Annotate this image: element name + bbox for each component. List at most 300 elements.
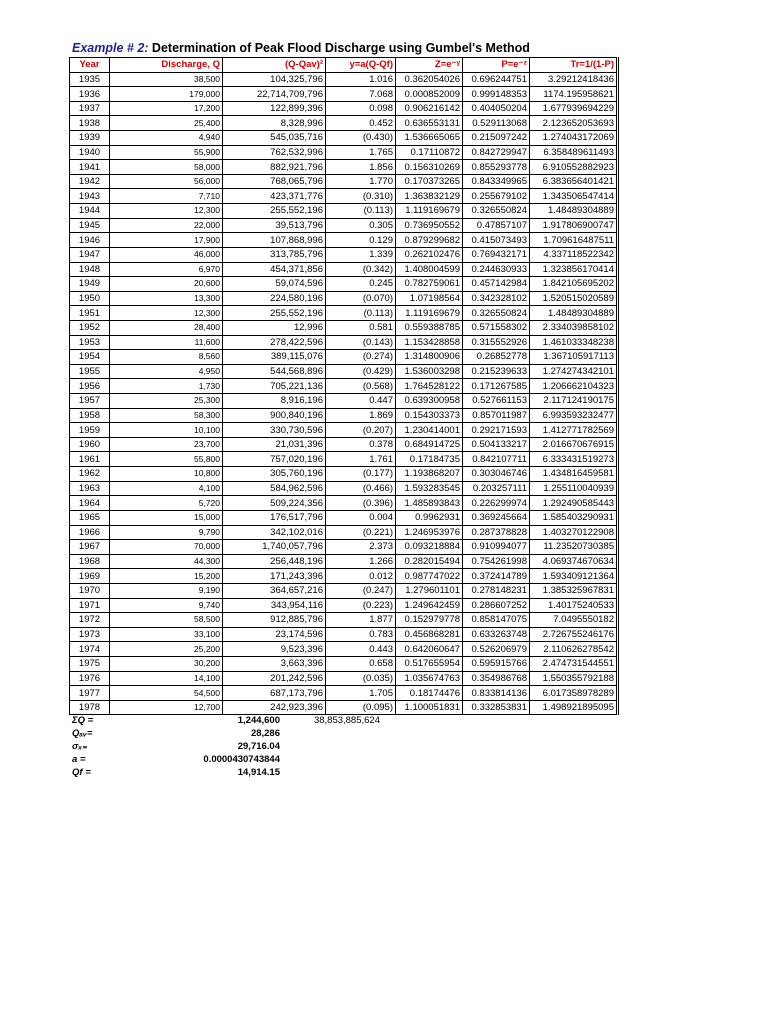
cell-probability: 0.415073493 bbox=[463, 233, 530, 248]
cell-z: 1.246953976 bbox=[396, 525, 463, 540]
cell-return-period: 1.434816459581 bbox=[530, 467, 618, 482]
cell-discharge: 58,300 bbox=[110, 408, 223, 423]
cell-probability: 0.833814136 bbox=[463, 686, 530, 701]
summary-row-a bbox=[69, 753, 382, 766]
cell-z: 1.193868207 bbox=[396, 467, 463, 482]
cell-year: 1948 bbox=[70, 262, 110, 277]
cell-discharge: 44,300 bbox=[110, 554, 223, 569]
qav-label: Qₐᵥ= bbox=[72, 728, 93, 739]
cell-probability: 0.255679102 bbox=[463, 189, 530, 204]
cell-reduced-variate: 1.705 bbox=[326, 686, 396, 701]
cell-return-period: 1.709616487511 bbox=[530, 233, 618, 248]
cell-deviation-squared: 9,523,396 bbox=[223, 642, 326, 657]
cell-discharge: 14,100 bbox=[110, 671, 223, 686]
header-deviation-squared: (Q-Qav)² bbox=[223, 58, 326, 73]
table-row bbox=[70, 437, 618, 452]
cell-probability: 0.47857107 bbox=[463, 218, 530, 233]
cell-reduced-variate: (0.207) bbox=[326, 423, 396, 438]
cell-year: 1957 bbox=[70, 394, 110, 409]
cell-z: 1.119169679 bbox=[396, 204, 463, 219]
cell-deviation-squared: 912,885,796 bbox=[223, 613, 326, 628]
cell-reduced-variate: 1.877 bbox=[326, 613, 396, 628]
title-text: Determination of Peak Flood Discharge using Gumbel's Method bbox=[151, 41, 530, 55]
cell-reduced-variate: (0.310) bbox=[326, 189, 396, 204]
cell-reduced-variate: (0.568) bbox=[326, 379, 396, 394]
table-row bbox=[70, 554, 618, 569]
cell-probability: 0.457142984 bbox=[463, 277, 530, 292]
cell-reduced-variate: (0.396) bbox=[326, 496, 396, 511]
cell-deviation-squared: 242,923,396 bbox=[223, 700, 326, 715]
cell-deviation-squared: 454,371,856 bbox=[223, 262, 326, 277]
header-z: Z=e⁻ʸ bbox=[396, 58, 463, 73]
cell-reduced-variate: (0.221) bbox=[326, 525, 396, 540]
cell-year: 1942 bbox=[70, 174, 110, 189]
cell-reduced-variate: 0.012 bbox=[326, 569, 396, 584]
cell-reduced-variate: (0.429) bbox=[326, 364, 396, 379]
table-row bbox=[70, 87, 618, 102]
cell-discharge: 6,970 bbox=[110, 262, 223, 277]
cell-discharge: 9,790 bbox=[110, 525, 223, 540]
cell-deviation-squared: 201,242,596 bbox=[223, 671, 326, 686]
cell-deviation-squared: 107,868,996 bbox=[223, 233, 326, 248]
cell-probability: 0.633263748 bbox=[463, 627, 530, 642]
cell-year: 1940 bbox=[70, 145, 110, 160]
cell-reduced-variate: 0.098 bbox=[326, 101, 396, 116]
cell-reduced-variate: 0.004 bbox=[326, 510, 396, 525]
cell-z: 1.153428858 bbox=[396, 335, 463, 350]
table-row bbox=[70, 656, 618, 671]
cell-reduced-variate: 1.016 bbox=[326, 72, 396, 87]
cell-reduced-variate: (0.177) bbox=[326, 467, 396, 482]
table-row bbox=[70, 291, 618, 306]
cell-return-period: 2.016670676915 bbox=[530, 437, 618, 452]
table-row bbox=[70, 364, 618, 379]
cell-reduced-variate: 7.068 bbox=[326, 87, 396, 102]
cell-probability: 0.326550824 bbox=[463, 306, 530, 321]
cell-discharge: 10,100 bbox=[110, 423, 223, 438]
cell-discharge: 17,200 bbox=[110, 101, 223, 116]
cell-z: 1.363832129 bbox=[396, 189, 463, 204]
cell-return-period: 6.333431519273 bbox=[530, 452, 618, 467]
cell-deviation-squared: 255,552,196 bbox=[223, 306, 326, 321]
cell-z: 0.642060647 bbox=[396, 642, 463, 657]
cell-deviation-squared: 882,921,796 bbox=[223, 160, 326, 175]
cell-deviation-squared: 545,035,716 bbox=[223, 131, 326, 146]
cell-reduced-variate: 0.129 bbox=[326, 233, 396, 248]
table-row bbox=[70, 598, 618, 613]
cell-year: 1965 bbox=[70, 510, 110, 525]
cell-return-period: 6.358489611493 bbox=[530, 145, 618, 160]
cell-discharge: 13,300 bbox=[110, 291, 223, 306]
cell-year: 1963 bbox=[70, 481, 110, 496]
cell-return-period: 6.383656401421 bbox=[530, 174, 618, 189]
cell-z: 1.485893843 bbox=[396, 496, 463, 511]
cell-return-period: 2.123652053693 bbox=[530, 116, 618, 131]
cell-deviation-squared: 313,785,796 bbox=[223, 247, 326, 262]
cell-deviation-squared: 171,243,396 bbox=[223, 569, 326, 584]
table-row bbox=[70, 583, 618, 598]
cell-discharge: 58,500 bbox=[110, 613, 223, 628]
cell-deviation-squared: 389,115,076 bbox=[223, 350, 326, 365]
summary-row-sum bbox=[69, 714, 382, 727]
cell-deviation-squared: 21,031,396 bbox=[223, 437, 326, 452]
cell-return-period: 1.48489304889 bbox=[530, 306, 618, 321]
cell-year: 1961 bbox=[70, 452, 110, 467]
cell-discharge: 4,100 bbox=[110, 481, 223, 496]
a-label: a = bbox=[72, 754, 86, 765]
sigma-label: σₓ₌ bbox=[72, 741, 88, 752]
cell-year: 1972 bbox=[70, 613, 110, 628]
cell-reduced-variate: 1.266 bbox=[326, 554, 396, 569]
cell-z: 0.152979778 bbox=[396, 613, 463, 628]
cell-reduced-variate: 0.447 bbox=[326, 394, 396, 409]
summary-row-qf bbox=[69, 766, 382, 779]
cell-probability: 0.215097242 bbox=[463, 131, 530, 146]
cell-reduced-variate: 0.245 bbox=[326, 277, 396, 292]
cell-z: 0.17110872 bbox=[396, 145, 463, 160]
cell-return-period: 1.40175240533 bbox=[530, 598, 618, 613]
cell-year: 1964 bbox=[70, 496, 110, 511]
cell-return-period: 2.334039858102 bbox=[530, 320, 618, 335]
cell-probability: 0.26852778 bbox=[463, 350, 530, 365]
cell-probability: 0.857011987 bbox=[463, 408, 530, 423]
cell-reduced-variate: 0.452 bbox=[326, 116, 396, 131]
cell-probability: 0.999148353 bbox=[463, 87, 530, 102]
header-probability: P=e⁻ᶻ bbox=[463, 58, 530, 73]
cell-deviation-squared: 544,568,896 bbox=[223, 364, 326, 379]
cell-z: 0.262102476 bbox=[396, 247, 463, 262]
cell-year: 1971 bbox=[70, 598, 110, 613]
cell-discharge: 17,900 bbox=[110, 233, 223, 248]
cell-return-period: 1.274274342101 bbox=[530, 364, 618, 379]
cell-probability: 0.504133217 bbox=[463, 437, 530, 452]
sum-q-value: 1,244,600 bbox=[237, 715, 280, 726]
cell-z: 1.408004599 bbox=[396, 262, 463, 277]
header-reduced-variate: y=a(Q-Qf) bbox=[326, 58, 396, 73]
cell-discharge: 28,400 bbox=[110, 320, 223, 335]
cell-return-period: 3.29212418436 bbox=[530, 72, 618, 87]
cell-return-period: 1.842105695202 bbox=[530, 277, 618, 292]
cell-z: 1.536665065 bbox=[396, 131, 463, 146]
cell-discharge: 55,800 bbox=[110, 452, 223, 467]
cell-year: 1968 bbox=[70, 554, 110, 569]
table-row bbox=[70, 510, 618, 525]
cell-reduced-variate: 1.339 bbox=[326, 247, 396, 262]
cell-return-period: 1.677939694229 bbox=[530, 101, 618, 116]
cell-year: 1939 bbox=[70, 131, 110, 146]
cell-return-period: 2.474731544551 bbox=[530, 656, 618, 671]
cell-deviation-squared: 122,899,396 bbox=[223, 101, 326, 116]
cell-year: 1969 bbox=[70, 569, 110, 584]
cell-z: 0.170373265 bbox=[396, 174, 463, 189]
cell-probability: 0.203257111 bbox=[463, 481, 530, 496]
cell-deviation-squared: 104,325,796 bbox=[223, 72, 326, 87]
cell-return-period: 1.385325967831 bbox=[530, 583, 618, 598]
qf-label: Qf = bbox=[72, 767, 91, 778]
cell-year: 1945 bbox=[70, 218, 110, 233]
cell-year: 1974 bbox=[70, 642, 110, 657]
cell-deviation-squared: 584,962,596 bbox=[223, 481, 326, 496]
cell-z: 1.593283545 bbox=[396, 481, 463, 496]
cell-deviation-squared: 762,532,996 bbox=[223, 145, 326, 160]
cell-z: 0.154303373 bbox=[396, 408, 463, 423]
cell-probability: 0.342328102 bbox=[463, 291, 530, 306]
cell-probability: 0.369245664 bbox=[463, 510, 530, 525]
cell-probability: 0.526206979 bbox=[463, 642, 530, 657]
cell-probability: 0.696244751 bbox=[463, 72, 530, 87]
cell-return-period: 1.593409121364 bbox=[530, 569, 618, 584]
cell-probability: 0.842107711 bbox=[463, 452, 530, 467]
cell-deviation-squared: 3,663,396 bbox=[223, 656, 326, 671]
qav-value: 28,286 bbox=[250, 728, 280, 739]
cell-year: 1978 bbox=[70, 700, 110, 715]
cell-return-period: 1.367105917113 bbox=[530, 350, 618, 365]
table-row bbox=[70, 72, 618, 87]
cell-discharge: 5,720 bbox=[110, 496, 223, 511]
cell-return-period: 11.23520730385 bbox=[530, 540, 618, 555]
a-value: 0.0000430743844 bbox=[203, 754, 280, 765]
cell-discharge: 58,000 bbox=[110, 160, 223, 175]
cell-return-period: 2.110626278542 bbox=[530, 642, 618, 657]
cell-year: 1951 bbox=[70, 306, 110, 321]
cell-year: 1952 bbox=[70, 320, 110, 335]
cell-return-period: 1.343506547414 bbox=[530, 189, 618, 204]
cell-probability: 0.171267585 bbox=[463, 379, 530, 394]
cell-year: 1941 bbox=[70, 160, 110, 175]
cell-z: 1.100051831 bbox=[396, 700, 463, 715]
cell-year: 1959 bbox=[70, 423, 110, 438]
table-row bbox=[70, 204, 618, 219]
cell-return-period: 1.48489304889 bbox=[530, 204, 618, 219]
cell-probability: 0.595915766 bbox=[463, 656, 530, 671]
cell-deviation-squared: 509,224,356 bbox=[223, 496, 326, 511]
cell-probability: 0.303046746 bbox=[463, 467, 530, 482]
cell-discharge: 12,700 bbox=[110, 700, 223, 715]
cell-discharge: 55,900 bbox=[110, 145, 223, 160]
cell-z: 0.9962931 bbox=[396, 510, 463, 525]
cell-year: 1976 bbox=[70, 671, 110, 686]
table-row bbox=[70, 452, 618, 467]
cell-z: 1.314800906 bbox=[396, 350, 463, 365]
cell-reduced-variate: 1.856 bbox=[326, 160, 396, 175]
cell-z: 1.07198564 bbox=[396, 291, 463, 306]
cell-deviation-squared: 255,552,196 bbox=[223, 204, 326, 219]
cell-year: 1937 bbox=[70, 101, 110, 116]
cell-z: 0.987747022 bbox=[396, 569, 463, 584]
cell-discharge: 30,200 bbox=[110, 656, 223, 671]
cell-deviation-squared: 757,020,196 bbox=[223, 452, 326, 467]
cell-discharge: 20,600 bbox=[110, 277, 223, 292]
cell-year: 1950 bbox=[70, 291, 110, 306]
cell-discharge: 10,800 bbox=[110, 467, 223, 482]
cell-year: 1975 bbox=[70, 656, 110, 671]
table-row bbox=[70, 394, 618, 409]
cell-deviation-squared: 8,328,996 bbox=[223, 116, 326, 131]
table-row bbox=[70, 700, 618, 715]
cell-year: 1956 bbox=[70, 379, 110, 394]
cell-discharge: 4,940 bbox=[110, 131, 223, 146]
cell-z: 0.000852009 bbox=[396, 87, 463, 102]
cell-probability: 0.292171593 bbox=[463, 423, 530, 438]
cell-z: 0.093218884 bbox=[396, 540, 463, 555]
cell-probability: 0.332853831 bbox=[463, 700, 530, 715]
gumbel-table bbox=[69, 57, 619, 715]
table-row bbox=[70, 686, 618, 701]
cell-probability: 0.842729947 bbox=[463, 145, 530, 160]
cell-probability: 0.529113068 bbox=[463, 116, 530, 131]
table-row bbox=[70, 116, 618, 131]
cell-deviation-squared: 305,760,196 bbox=[223, 467, 326, 482]
table-row bbox=[70, 218, 618, 233]
header-year: Year bbox=[70, 58, 110, 73]
cell-reduced-variate: (0.274) bbox=[326, 350, 396, 365]
cell-return-period: 6.993593232477 bbox=[530, 408, 618, 423]
cell-z: 0.17184735 bbox=[396, 452, 463, 467]
header-return-period: Tr=1/(1-P) bbox=[530, 58, 618, 73]
cell-discharge: 15,200 bbox=[110, 569, 223, 584]
table-row bbox=[70, 335, 618, 350]
cell-probability: 0.287378828 bbox=[463, 525, 530, 540]
table-row bbox=[70, 569, 618, 584]
cell-reduced-variate: 0.783 bbox=[326, 627, 396, 642]
qf-value: 14,914.15 bbox=[237, 767, 280, 778]
header-row bbox=[70, 58, 618, 73]
cell-year: 1935 bbox=[70, 72, 110, 87]
cell-discharge: 33,100 bbox=[110, 627, 223, 642]
cell-discharge: 12,300 bbox=[110, 204, 223, 219]
cell-year: 1967 bbox=[70, 540, 110, 555]
table-row bbox=[70, 613, 618, 628]
table-row bbox=[70, 101, 618, 116]
cell-year: 1936 bbox=[70, 87, 110, 102]
cell-discharge: 9,740 bbox=[110, 598, 223, 613]
cell-z: 0.906216142 bbox=[396, 101, 463, 116]
cell-discharge: 25,200 bbox=[110, 642, 223, 657]
cell-deviation-squared: 176,517,796 bbox=[223, 510, 326, 525]
cell-deviation-squared: 768,065,796 bbox=[223, 174, 326, 189]
cell-deviation-squared: 1,740,057,796 bbox=[223, 540, 326, 555]
cell-z: 1.230414001 bbox=[396, 423, 463, 438]
cell-z: 0.362054026 bbox=[396, 72, 463, 87]
cell-return-period: 6.910552882923 bbox=[530, 160, 618, 175]
cell-return-period: 1.498921895095 bbox=[530, 700, 618, 715]
cell-deviation-squared: 22,714,709,796 bbox=[223, 87, 326, 102]
cell-return-period: 1.917806900747 bbox=[530, 218, 618, 233]
cell-probability: 0.315552926 bbox=[463, 335, 530, 350]
cell-year: 1970 bbox=[70, 583, 110, 598]
table-row bbox=[70, 247, 618, 262]
cell-reduced-variate: (0.143) bbox=[326, 335, 396, 350]
cell-reduced-variate: 1.869 bbox=[326, 408, 396, 423]
table-row bbox=[70, 174, 618, 189]
table-row bbox=[70, 627, 618, 642]
table-row bbox=[70, 160, 618, 175]
cell-z: 0.782759061 bbox=[396, 277, 463, 292]
cell-discharge: 25,400 bbox=[110, 116, 223, 131]
cell-reduced-variate: (0.113) bbox=[326, 306, 396, 321]
cell-year: 1954 bbox=[70, 350, 110, 365]
cell-reduced-variate: (0.223) bbox=[326, 598, 396, 613]
cell-return-period: 4.069374670634 bbox=[530, 554, 618, 569]
cell-deviation-squared: 59,074,596 bbox=[223, 277, 326, 292]
cell-z: 0.636553131 bbox=[396, 116, 463, 131]
table-row bbox=[70, 320, 618, 335]
table-row bbox=[70, 350, 618, 365]
cell-probability: 0.286607252 bbox=[463, 598, 530, 613]
cell-deviation-squared: 687,173,796 bbox=[223, 686, 326, 701]
cell-deviation-squared: 423,371,776 bbox=[223, 189, 326, 204]
table-row bbox=[70, 642, 618, 657]
table-row bbox=[70, 671, 618, 686]
cell-z: 0.879299682 bbox=[396, 233, 463, 248]
table-row bbox=[70, 540, 618, 555]
cell-reduced-variate: 0.443 bbox=[326, 642, 396, 657]
table-row bbox=[70, 262, 618, 277]
cell-reduced-variate: 1.765 bbox=[326, 145, 396, 160]
table-row bbox=[70, 423, 618, 438]
header-discharge: Discharge, Q bbox=[110, 58, 223, 73]
table-row bbox=[70, 481, 618, 496]
cell-return-period: 1.461033348238 bbox=[530, 335, 618, 350]
cell-deviation-squared: 364,657,216 bbox=[223, 583, 326, 598]
cell-discharge: 38,500 bbox=[110, 72, 223, 87]
cell-z: 1.035674763 bbox=[396, 671, 463, 686]
table-row bbox=[70, 525, 618, 540]
cell-return-period: 1.550355792188 bbox=[530, 671, 618, 686]
sum-squared-value: 38,853,885,624 bbox=[313, 715, 380, 726]
cell-year: 1944 bbox=[70, 204, 110, 219]
cell-year: 1960 bbox=[70, 437, 110, 452]
cell-z: 0.559388785 bbox=[396, 320, 463, 335]
cell-deviation-squared: 23,174,596 bbox=[223, 627, 326, 642]
cell-deviation-squared: 12,996 bbox=[223, 320, 326, 335]
table-row bbox=[70, 233, 618, 248]
cell-return-period: 1.520515020589 bbox=[530, 291, 618, 306]
cell-z: 0.282015494 bbox=[396, 554, 463, 569]
sum-q-label: ΣQ = bbox=[72, 715, 94, 726]
cell-year: 1943 bbox=[70, 189, 110, 204]
cell-discharge: 46,000 bbox=[110, 247, 223, 262]
cell-deviation-squared: 343,954,116 bbox=[223, 598, 326, 613]
cell-year: 1953 bbox=[70, 335, 110, 350]
cell-discharge: 4,950 bbox=[110, 364, 223, 379]
summary-block bbox=[69, 714, 382, 779]
cell-reduced-variate: 0.305 bbox=[326, 218, 396, 233]
example-number: Example # 2: bbox=[72, 41, 149, 55]
cell-reduced-variate: 0.581 bbox=[326, 320, 396, 335]
cell-reduced-variate: (0.247) bbox=[326, 583, 396, 598]
cell-return-period: 1.403270122908 bbox=[530, 525, 618, 540]
cell-reduced-variate: (0.035) bbox=[326, 671, 396, 686]
cell-year: 1977 bbox=[70, 686, 110, 701]
cell-year: 1938 bbox=[70, 116, 110, 131]
cell-probability: 0.372414789 bbox=[463, 569, 530, 584]
cell-return-period: 1.292490585443 bbox=[530, 496, 618, 511]
cell-discharge: 56,000 bbox=[110, 174, 223, 189]
cell-discharge: 22,000 bbox=[110, 218, 223, 233]
cell-year: 1962 bbox=[70, 467, 110, 482]
cell-return-period: 1.323856170414 bbox=[530, 262, 618, 277]
cell-discharge: 23,700 bbox=[110, 437, 223, 452]
cell-z: 1.279601101 bbox=[396, 583, 463, 598]
cell-z: 0.684914725 bbox=[396, 437, 463, 452]
cell-z: 0.456868281 bbox=[396, 627, 463, 642]
cell-year: 1949 bbox=[70, 277, 110, 292]
cell-probability: 0.855293778 bbox=[463, 160, 530, 175]
table-row bbox=[70, 306, 618, 321]
table-row bbox=[70, 277, 618, 292]
cell-reduced-variate: (0.070) bbox=[326, 291, 396, 306]
